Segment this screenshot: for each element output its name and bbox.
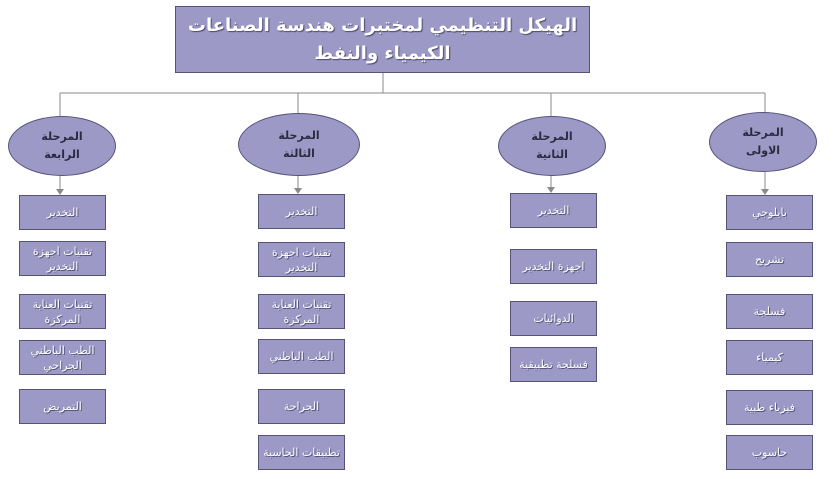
stage-4-item: الطب الباطني الجراحي [19, 340, 106, 375]
stage-2-ellipse [498, 116, 606, 176]
diagram-title-line-1: الهيكل التنظيمي لمختبرات هندسة الصناعات [187, 14, 578, 36]
stage-2-label-line-1: المرحلة [531, 130, 573, 143]
stage-4-item: تقنيات العناية المركزة [19, 294, 106, 329]
stage-3-item: تقنيات العناية المركزة [258, 294, 345, 329]
stage-3-item: تطبيقات الحاسبة [258, 435, 345, 470]
stage-2-label-line-2: الثانية [536, 148, 568, 161]
stage-1-label-line-1: المرحلة [742, 126, 784, 139]
stage-2-item: التخدير [510, 193, 597, 228]
diagram-title-box [175, 6, 590, 73]
stage-3-item: الطب الباطني [258, 339, 345, 374]
stage-4-label-line-1: المرحلة [41, 130, 83, 143]
stage-3-item: التخدير [258, 194, 345, 229]
stage-3-label-line-2: الثالثة [283, 146, 315, 160]
stage-3-item: تقنيات اجهزة التخدير [258, 242, 345, 277]
stage-3-item: الجراحة [258, 389, 345, 424]
stage-4-ellipse [8, 116, 116, 176]
stage-1-item: كيمياء [726, 340, 813, 375]
diagram-title-line-2: الكيمياء والنفط [314, 42, 451, 64]
stage-2-item: فسلجة تطبيقية [510, 347, 597, 382]
stage-4-item: التمريض [19, 389, 106, 424]
stage-3-label-line-1: المرحلة [278, 128, 320, 142]
stage-4-item: تقنيات اجهزة التخدير [19, 241, 106, 276]
stage-1-item: فسلجة [726, 294, 813, 329]
stage-4-item: التخدير [19, 195, 106, 230]
stage-1-item: فيزياء طبية [726, 390, 813, 425]
stage-1-item: تشريح [726, 242, 813, 277]
stage-2-item: الدوائيات [510, 301, 597, 336]
stage-2-item: اجهزة التخدير [510, 249, 597, 284]
stage-3-ellipse [238, 113, 360, 176]
stage-1-label-line-2: الاولى [745, 144, 781, 157]
stage-1-ellipse [709, 112, 817, 172]
stage-1-item: حاسوب [726, 435, 813, 470]
stage-4-label-line-2: الرابعة [44, 148, 80, 161]
stage-1-item: بايلوجي [726, 195, 813, 230]
